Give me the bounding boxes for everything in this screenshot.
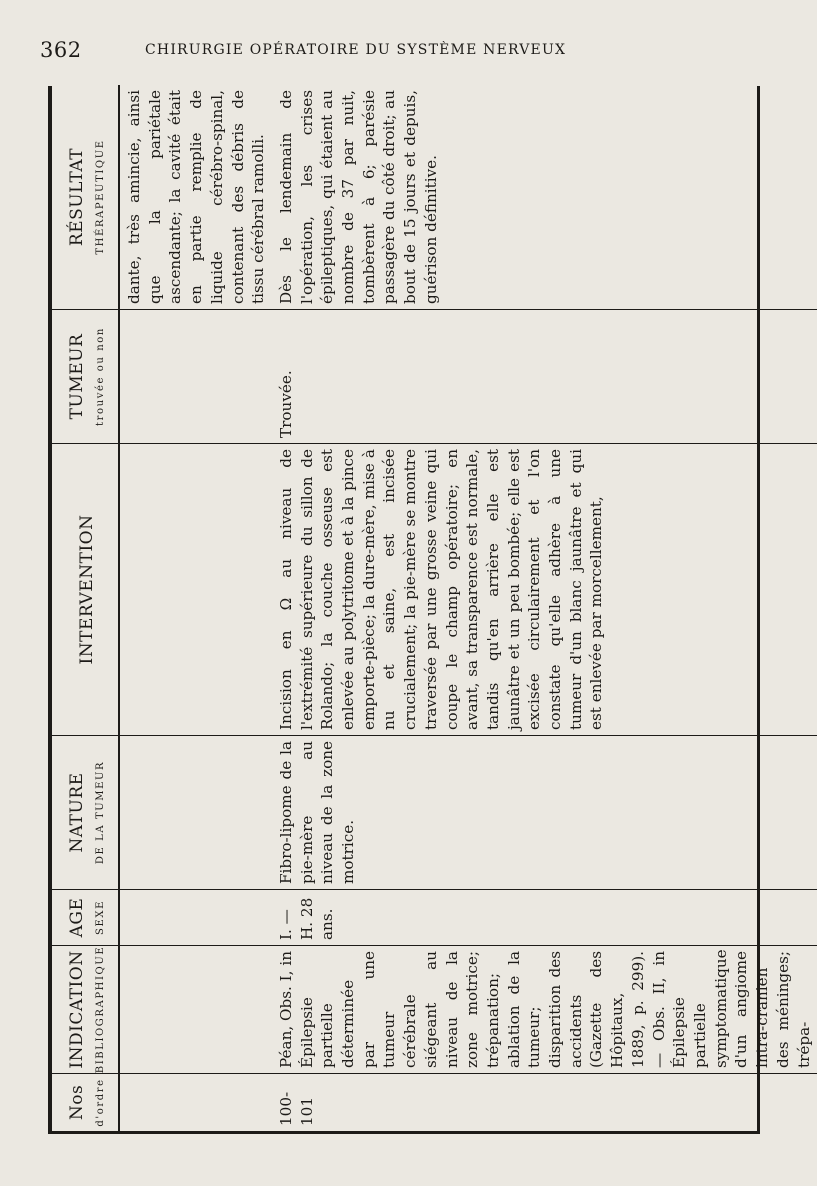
entry-tumeur: Trouvée.: [272, 309, 817, 443]
header-indication-sub: BIBLIOGRAPHIQUE: [95, 945, 106, 1074]
cont-tumeur: [120, 309, 272, 443]
header-intervention: [52, 443, 120, 735]
header-ordre: [52, 1073, 120, 1131]
entry-intervention: Incision en Ω au niveau de l'extrémité supérieure du sillon de Rolando; la couche osseuse est enlevée au polytritome et à la pince emporte-pièce; la dure-mère, mise à nu et saine, est incisée crucialement; la pie-mère se montre traversée par une grosse veine qui coupe le champ opératoire; en avant, sa transparence est normale, tandis qu'en arrière elle est jaunâtre et un peu bombée; elle est excisée circulairement et l'on constate qu'elle adhère à une tumeur d'un blanc jaunâtre et qui est enlevée par morcellement,: [272, 443, 817, 735]
entry-nature: Fibro-lipome de la pie-mère au niveau de la zone motrice.: [272, 735, 817, 889]
header-indication: [52, 945, 120, 1073]
header-tumeur: [52, 309, 120, 443]
page-number: 362: [40, 38, 82, 62]
header-tumeur-main: TUMEUR: [67, 333, 87, 420]
header-nature-sub: DE LA TUMEUR: [95, 760, 106, 865]
cont-resultat: dante, très amincie, ainsi que la pariétale ascendante; la cavité était en partie remplie de liquide cérébro-spinal, contenant des débris de tissu cérébral ramolli.: [125, 90, 268, 304]
header-resultat: [52, 85, 120, 309]
header-age-main: AGE: [67, 897, 87, 938]
header-age: [52, 889, 120, 945]
cont-ordre: [120, 1073, 272, 1131]
header-nature: [52, 735, 120, 889]
header-nature-main: NATURE: [67, 772, 87, 853]
header-resultat-sub: THÉRAPEUTIQUE: [95, 139, 106, 255]
header-ordre-main: Nos: [67, 1084, 87, 1121]
entry-resultat: Dès le lendemain de l'opération, les crises épileptiques, qui étaient au nombre de 37 par nuit, tombèrent à 6; parésie passagère du côté droit; au bout de 15 jours et depuis, guérison définitive.: [276, 90, 440, 304]
cont-age: [120, 889, 272, 945]
entry-age: I. — H. 28 ans.: [272, 889, 817, 945]
header-resultat-main: RÉSULTAT: [67, 147, 87, 247]
case-table: [48, 86, 813, 1134]
cont-nature: [120, 735, 272, 889]
page-header: [40, 38, 760, 64]
cont-indication: [120, 945, 272, 1073]
entry-indication: Péan, Obs. I, in Épilepsie partielle déterminée par une tumeur cérébrale siégeant au niveau de la zone motrice; trépanation; ablation de la tumeur; disparition des accidents (Gazette des Hôpitaux, 1889, p. 299). — Obs. II, in Épilepsie partielle symptomatique d'un angiome intra-cranien des méninges; trépa-: [272, 945, 817, 1073]
running-title: CHIRURGIE OPÉRATOIRE DU SYSTÈME NERVEUX: [145, 42, 567, 58]
entry-ordre: 100-101: [272, 1073, 817, 1131]
header-intervention-main: INTERVENTION: [76, 514, 97, 665]
header-ordre-sub: d'ordre: [95, 1078, 106, 1127]
header-age-sub: SEXE: [95, 900, 106, 935]
table-frame: [48, 86, 813, 1186]
cont-intervention: [120, 443, 272, 735]
header-indication-main: INDICATION: [67, 950, 87, 1069]
header-tumeur-sub: trouvée ou non: [95, 327, 106, 426]
